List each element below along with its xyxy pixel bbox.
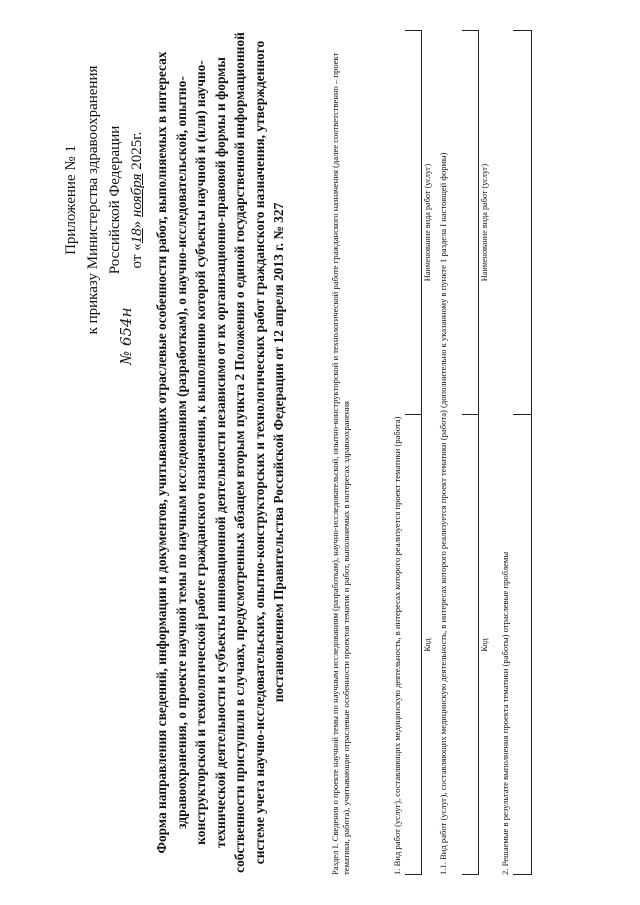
section-1-heading: Раздел I. Сведения о проекте научной темы по научным исследованиям (разработкам), научно-исследовательской, опытно-конструкторской и технологической работе гражданского назначения (далее соответственно – проект тематики, работа), учитывающие отраслевые особенности проектов тематик и работ, выполняемых в интересах здравоохранения bbox=[330, 52, 351, 875]
appendix-order-ref: к приказу Министерства здравоохранения bbox=[85, 65, 101, 335]
order-number-handwritten: № 654н bbox=[117, 307, 135, 365]
item-2-field bbox=[513, 30, 532, 875]
form-title: Форма направления сведений, информации и документов, учитывающих отраслевые особенности работ, выполняемых в интересах здравоохранения, о проекте научной темы по научным исследованиям (разработкам), о научно-исследовательской, опытно-конструкторской и технологической работе гражданского назначения, к выполнению которой субъекты научной и (или) научно-технической деятельности и субъекты инновационной деятельности независимо от их организационно-правовой формы и формы собственности приступили в случаях, предусмотренных абзацем вторым пункта 2 Положения о единой государственной информационной системе учета научно-исследовательских, опытно-конструкторских и технологических работ гражданского назначения, утвержденного постановлением Правительства Российской Федерации от 12 апреля 2013 г. № 327 bbox=[154, 32, 286, 873]
item-2-label: 2. Решаемые в результате выполнения проекта тематики (работы) отраслевые проблемы bbox=[500, 551, 510, 875]
item-1-1-table bbox=[462, 30, 479, 875]
item-1-label: 1. Вид работ (услуг), составляющих медицинскую деятельность, в интересах которого реализуется проект тематики (работа) bbox=[392, 416, 402, 875]
item-1-1-name-caption: Наименование вида работ (услуг) bbox=[480, 163, 489, 282]
appendix-block bbox=[60, 40, 148, 365]
item-1-name-cell bbox=[405, 30, 421, 415]
item-1-1-code-caption: Код bbox=[480, 638, 489, 652]
item-1-code-caption: Код bbox=[423, 638, 432, 652]
section-1 bbox=[330, 30, 352, 875]
item-1-code-cell bbox=[405, 874, 421, 875]
item-1-1-code-cell bbox=[462, 874, 478, 875]
item-2-cell-left bbox=[513, 874, 531, 875]
item-1-table bbox=[405, 30, 422, 875]
order-date: от «18» ноября 2025г. bbox=[129, 131, 145, 269]
item-1-1-name-cell bbox=[462, 30, 478, 415]
date-month: ноября bbox=[129, 173, 145, 218]
appendix-number: Приложение № 1 bbox=[63, 145, 79, 255]
item-2-cell-right bbox=[513, 30, 531, 415]
date-year: 2025 bbox=[129, 139, 145, 170]
appendix-ministry: Российской Федерации bbox=[107, 125, 123, 275]
item-1-1-label: 1.1. Вид работ (услуг), составляющих медицинскую деятельность, в интересах которого реализуется проект тематики (работа) (дополнительно к указанному в пункте 1 раздела I настоящей формы) bbox=[438, 152, 448, 875]
date-day: 18 bbox=[129, 228, 145, 244]
item-1-name-caption: Наименование вида работ (услуг) bbox=[423, 163, 432, 282]
